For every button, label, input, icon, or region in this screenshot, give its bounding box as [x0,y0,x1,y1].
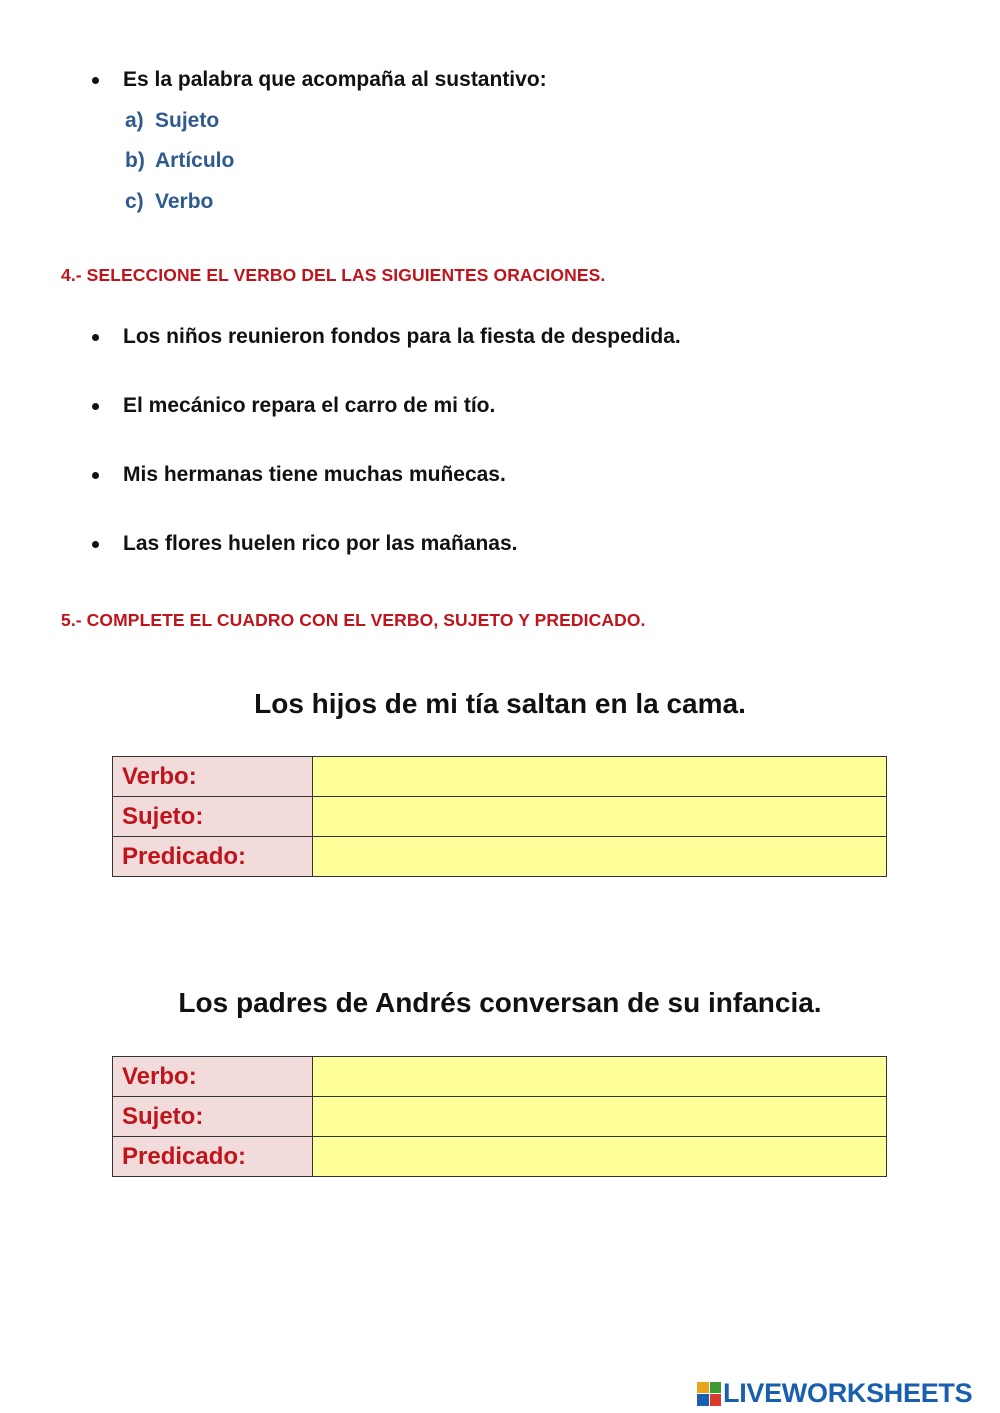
exercise-sentence-2: Los padres de Andrés conversan de su infancia. [178,987,822,1018]
sentence-item [90,463,506,487]
bullet-icon [92,334,99,341]
table-row [113,1057,887,1097]
bullet-icon [92,541,99,548]
section5-heading: 5.- COMPLETE EL CUADRO CON EL VERBO, SUJETO Y PREDICADO. [61,610,646,630]
bullet-icon [92,403,99,410]
table-row [113,837,887,877]
brand-name: LIVEWORKSHEETS [723,1378,973,1408]
bullet-icon [92,472,99,479]
liveworksheets-icon [697,1382,721,1406]
row-label-sujeto: Sujeto: [113,1097,313,1137]
row-label-verbo: Verbo: [113,757,313,797]
question-prompt-text: Es la palabra que acompaña al sustantivo: [123,68,547,91]
sentence-item [90,325,681,349]
table-row [113,1097,887,1137]
table-row [113,1137,887,1177]
sentence-item [90,532,517,556]
answer-table-2 [112,1056,887,1177]
sujeto-input[interactable] [313,1097,886,1136]
bullet-icon [92,77,99,84]
row-label-predicado: Predicado: [113,1137,313,1177]
verbo-input[interactable] [313,757,886,796]
predicado-input[interactable] [313,837,886,876]
verbo-input[interactable] [313,1057,886,1096]
section4-heading: 4.- SELECCIONE EL VERBO DEL LAS SIGUIENTES ORACIONES. [61,265,606,285]
question-prompt [90,68,547,92]
row-label-predicado: Predicado: [113,837,313,877]
answer-table-1 [112,756,887,877]
option-b[interactable]: b) Artículo [125,149,235,172]
row-label-verbo: Verbo: [113,1057,313,1097]
predicado-input[interactable] [313,1137,886,1176]
selectable-sentence[interactable]: Mis hermanas tiene muchas muñecas. [123,463,506,486]
selectable-sentence[interactable]: Las flores huelen rico por las mañanas. [123,532,518,555]
liveworksheets-logo [697,1378,972,1409]
sujeto-input[interactable] [313,797,886,836]
selectable-sentence[interactable]: Los niños reunieron fondos para la fiesta de despedida. [123,325,681,348]
option-c[interactable]: c) Verbo [125,190,214,213]
table-row [113,757,887,797]
selectable-sentence[interactable]: El mecánico repara el carro de mi tío. [123,394,496,417]
row-label-sujeto: Sujeto: [113,797,313,837]
option-a[interactable]: a) Sujeto [125,109,220,132]
exercise-sentence-1: Los hijos de mi tía saltan en la cama. [254,688,746,719]
table-row [113,797,887,837]
sentence-item [90,394,495,418]
